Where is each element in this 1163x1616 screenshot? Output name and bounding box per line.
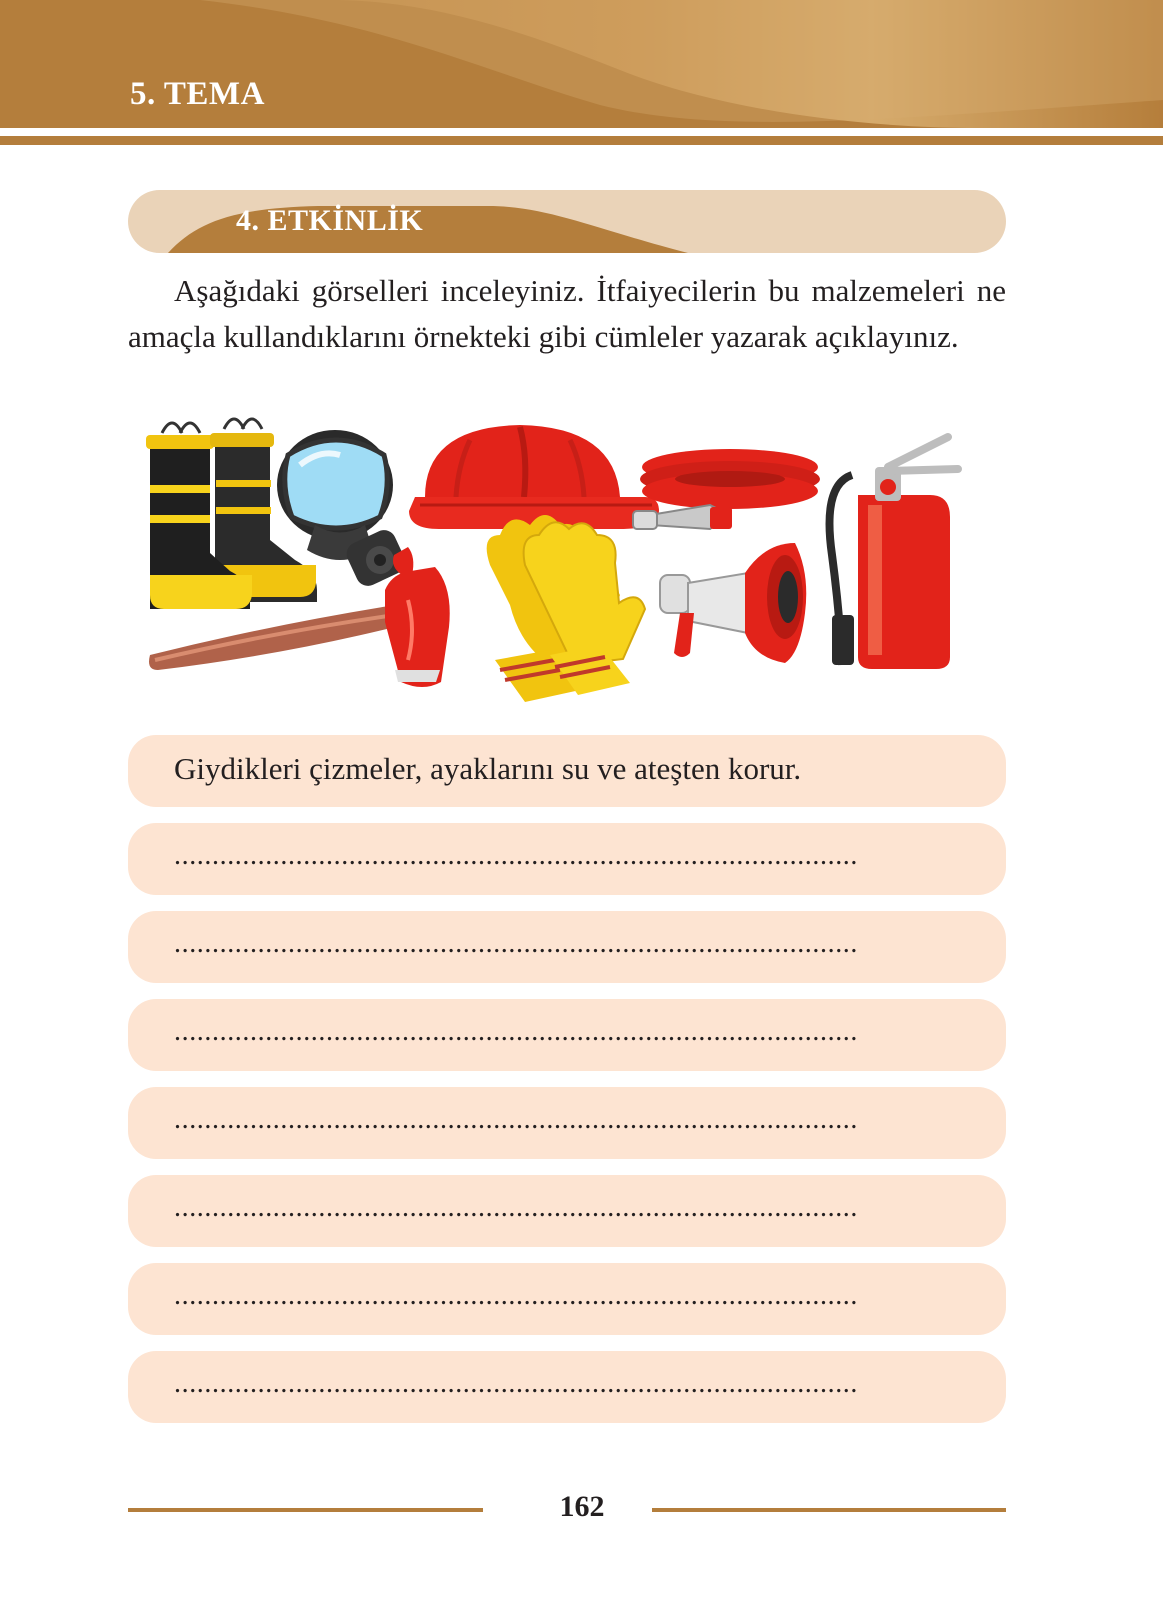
megaphone-icon: [660, 543, 806, 663]
answer-dots-7: ..........................................................................................: [174, 1368, 858, 1399]
answer-line-5[interactable]: [128, 1175, 1006, 1247]
page-number: 162: [559, 1490, 605, 1523]
page-header: [0, 0, 1163, 150]
answer-line-2[interactable]: [128, 911, 1006, 983]
activity-header-bar: [128, 190, 1006, 253]
answer-dots-6: ..........................................................................................: [174, 1280, 858, 1311]
activity-instruction: Aşağıdaki görselleri inceleyiniz. İtfaiyecilerin bu malzemeleri ne amaçla kullandıklarını örnekteki gibi cümleler yazarak açıklayınız.: [128, 273, 1006, 354]
answer-line-1[interactable]: [128, 823, 1006, 895]
activity-title: 4. ETKİNLİK: [236, 204, 424, 237]
answer-line-3[interactable]: [128, 999, 1006, 1071]
answer-dots-3: ..........................................................................................: [174, 1016, 858, 1047]
answer-dots-1: ..........................................................................................: [174, 840, 858, 871]
theme-title: 5. TEMA: [130, 76, 265, 112]
gloves-icon: [487, 515, 645, 702]
footer-line-right: [652, 1508, 1006, 1512]
answer-dots-2: ..........................................................................................: [174, 928, 858, 959]
answer-line-6[interactable]: [128, 1263, 1006, 1335]
answer-dots-5: ..........................................................................................: [174, 1192, 858, 1223]
footer-line-left: [128, 1508, 483, 1512]
header-wave-band: [0, 0, 1163, 150]
answer-dots-4: ..........................................................................................: [174, 1104, 858, 1135]
answer-line-7[interactable]: [128, 1351, 1006, 1423]
example-answer-row: [128, 735, 1006, 807]
fire-hose-icon: [633, 449, 820, 529]
fire-extinguisher-icon: [830, 437, 959, 669]
example-answer-text: Giydikleri çizmeler, ayaklarını su ve ateşten korur.: [174, 751, 802, 786]
firefighter-equipment-illustration: [140, 415, 1000, 725]
helmet-icon: [409, 425, 659, 529]
answer-line-4[interactable]: [128, 1087, 1006, 1159]
